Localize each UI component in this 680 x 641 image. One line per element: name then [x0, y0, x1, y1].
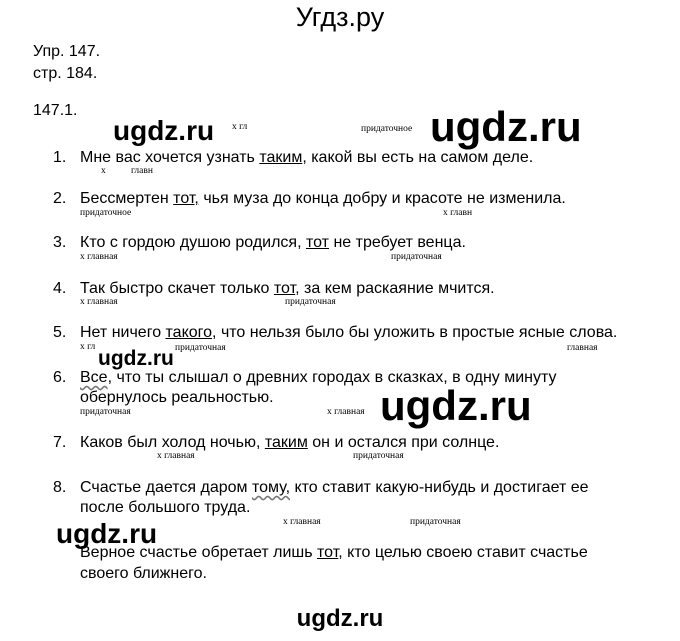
exercise-number: Упр. 147.: [33, 43, 101, 60]
annotation: х гл: [80, 342, 96, 352]
sentence-8: Счастье дается даром тому, кто ставит какую-нибудь и достигает ее: [80, 479, 589, 496]
annotation: х главная: [157, 451, 195, 461]
sentence-3: Кто с гордою душою родился, тот не требует венца.: [80, 234, 466, 251]
site-title: Угдз.ру: [295, 2, 385, 32]
item-number: 1.: [53, 149, 67, 166]
item-number: 7.: [53, 434, 67, 451]
page-number: стр. 184.: [33, 65, 98, 82]
sentence-4: Так быстро скачет только тот, за кем раскаяние мчится.: [80, 280, 495, 297]
item-number: 3.: [53, 234, 67, 251]
annotation: придаточное: [361, 124, 413, 134]
annotation: придаточная: [285, 297, 336, 307]
final-sentence-continued: своего ближнего.: [80, 565, 207, 582]
demonstrative-word: тот: [305, 234, 330, 251]
item-number: 6.: [53, 369, 67, 386]
demonstrative-word: тот,: [173, 190, 199, 207]
item-number: 4.: [53, 280, 67, 297]
annotation: главн: [131, 166, 153, 176]
watermark: ugdz.ru: [430, 103, 582, 150]
sentence-5: Нет ничего такого, что нельзя было бы уложить в простые ясные слова.: [80, 324, 618, 341]
sentence-1: Мне вас хочется узнать таким, какой вы есть на самом деле.: [80, 149, 534, 166]
final-sentence: Верное счастье обретает лишь тот, кто целью своею ставит счастье: [80, 544, 588, 561]
demonstrative-word: тот: [273, 280, 296, 297]
watermark: ugdz.ru: [98, 347, 174, 370]
sentence-6: Все, что ты слышал о древних городах в сказках, в одну минуту: [80, 369, 557, 386]
demonstrative-word: тот: [317, 544, 339, 561]
annotation: придаточная: [353, 451, 404, 461]
demonstrative-word: такого: [165, 324, 213, 341]
annotation: придаточная: [391, 252, 442, 262]
annotation: придаточная: [80, 407, 131, 417]
determinative-word: Все: [80, 369, 108, 386]
watermark: ugdz.ru: [380, 382, 532, 429]
watermark: ugdz.ru: [113, 115, 215, 146]
item-number: 8.: [53, 479, 67, 496]
annotation: х главная: [80, 252, 118, 262]
watermark: ugdz.ru: [56, 518, 158, 549]
annotation: придаточная: [410, 517, 461, 527]
footer-watermark: ugdz.ru: [296, 605, 384, 632]
sentence-8-continued: после большого труда.: [80, 499, 251, 516]
item-number: 5.: [53, 324, 67, 341]
annotation: х главная: [80, 297, 118, 307]
sentence-2: Бессмертен тот, чья муза до конца добру и красоте не изменила.: [80, 190, 566, 207]
annotation: х главная: [283, 517, 321, 527]
annotation: х: [101, 166, 106, 176]
annotation: придаточная: [175, 343, 226, 353]
sentence-7: Каков был холод ночью, таким он и остался при солнце.: [80, 434, 500, 451]
annotation: главная: [567, 343, 598, 353]
section-number: 147.1.: [33, 102, 78, 119]
item-number: 2.: [53, 190, 67, 207]
sentence-6-continued: обернулось реальностью.: [80, 389, 274, 406]
demonstrative-word: тому,: [251, 479, 291, 496]
annotation: х главная: [327, 407, 365, 417]
demonstrative-word: таким: [259, 149, 303, 166]
annotation: х гл: [232, 122, 248, 132]
demonstrative-word: таким: [264, 434, 308, 451]
annotation: х главн: [443, 208, 473, 218]
annotation: придаточное: [80, 208, 132, 218]
